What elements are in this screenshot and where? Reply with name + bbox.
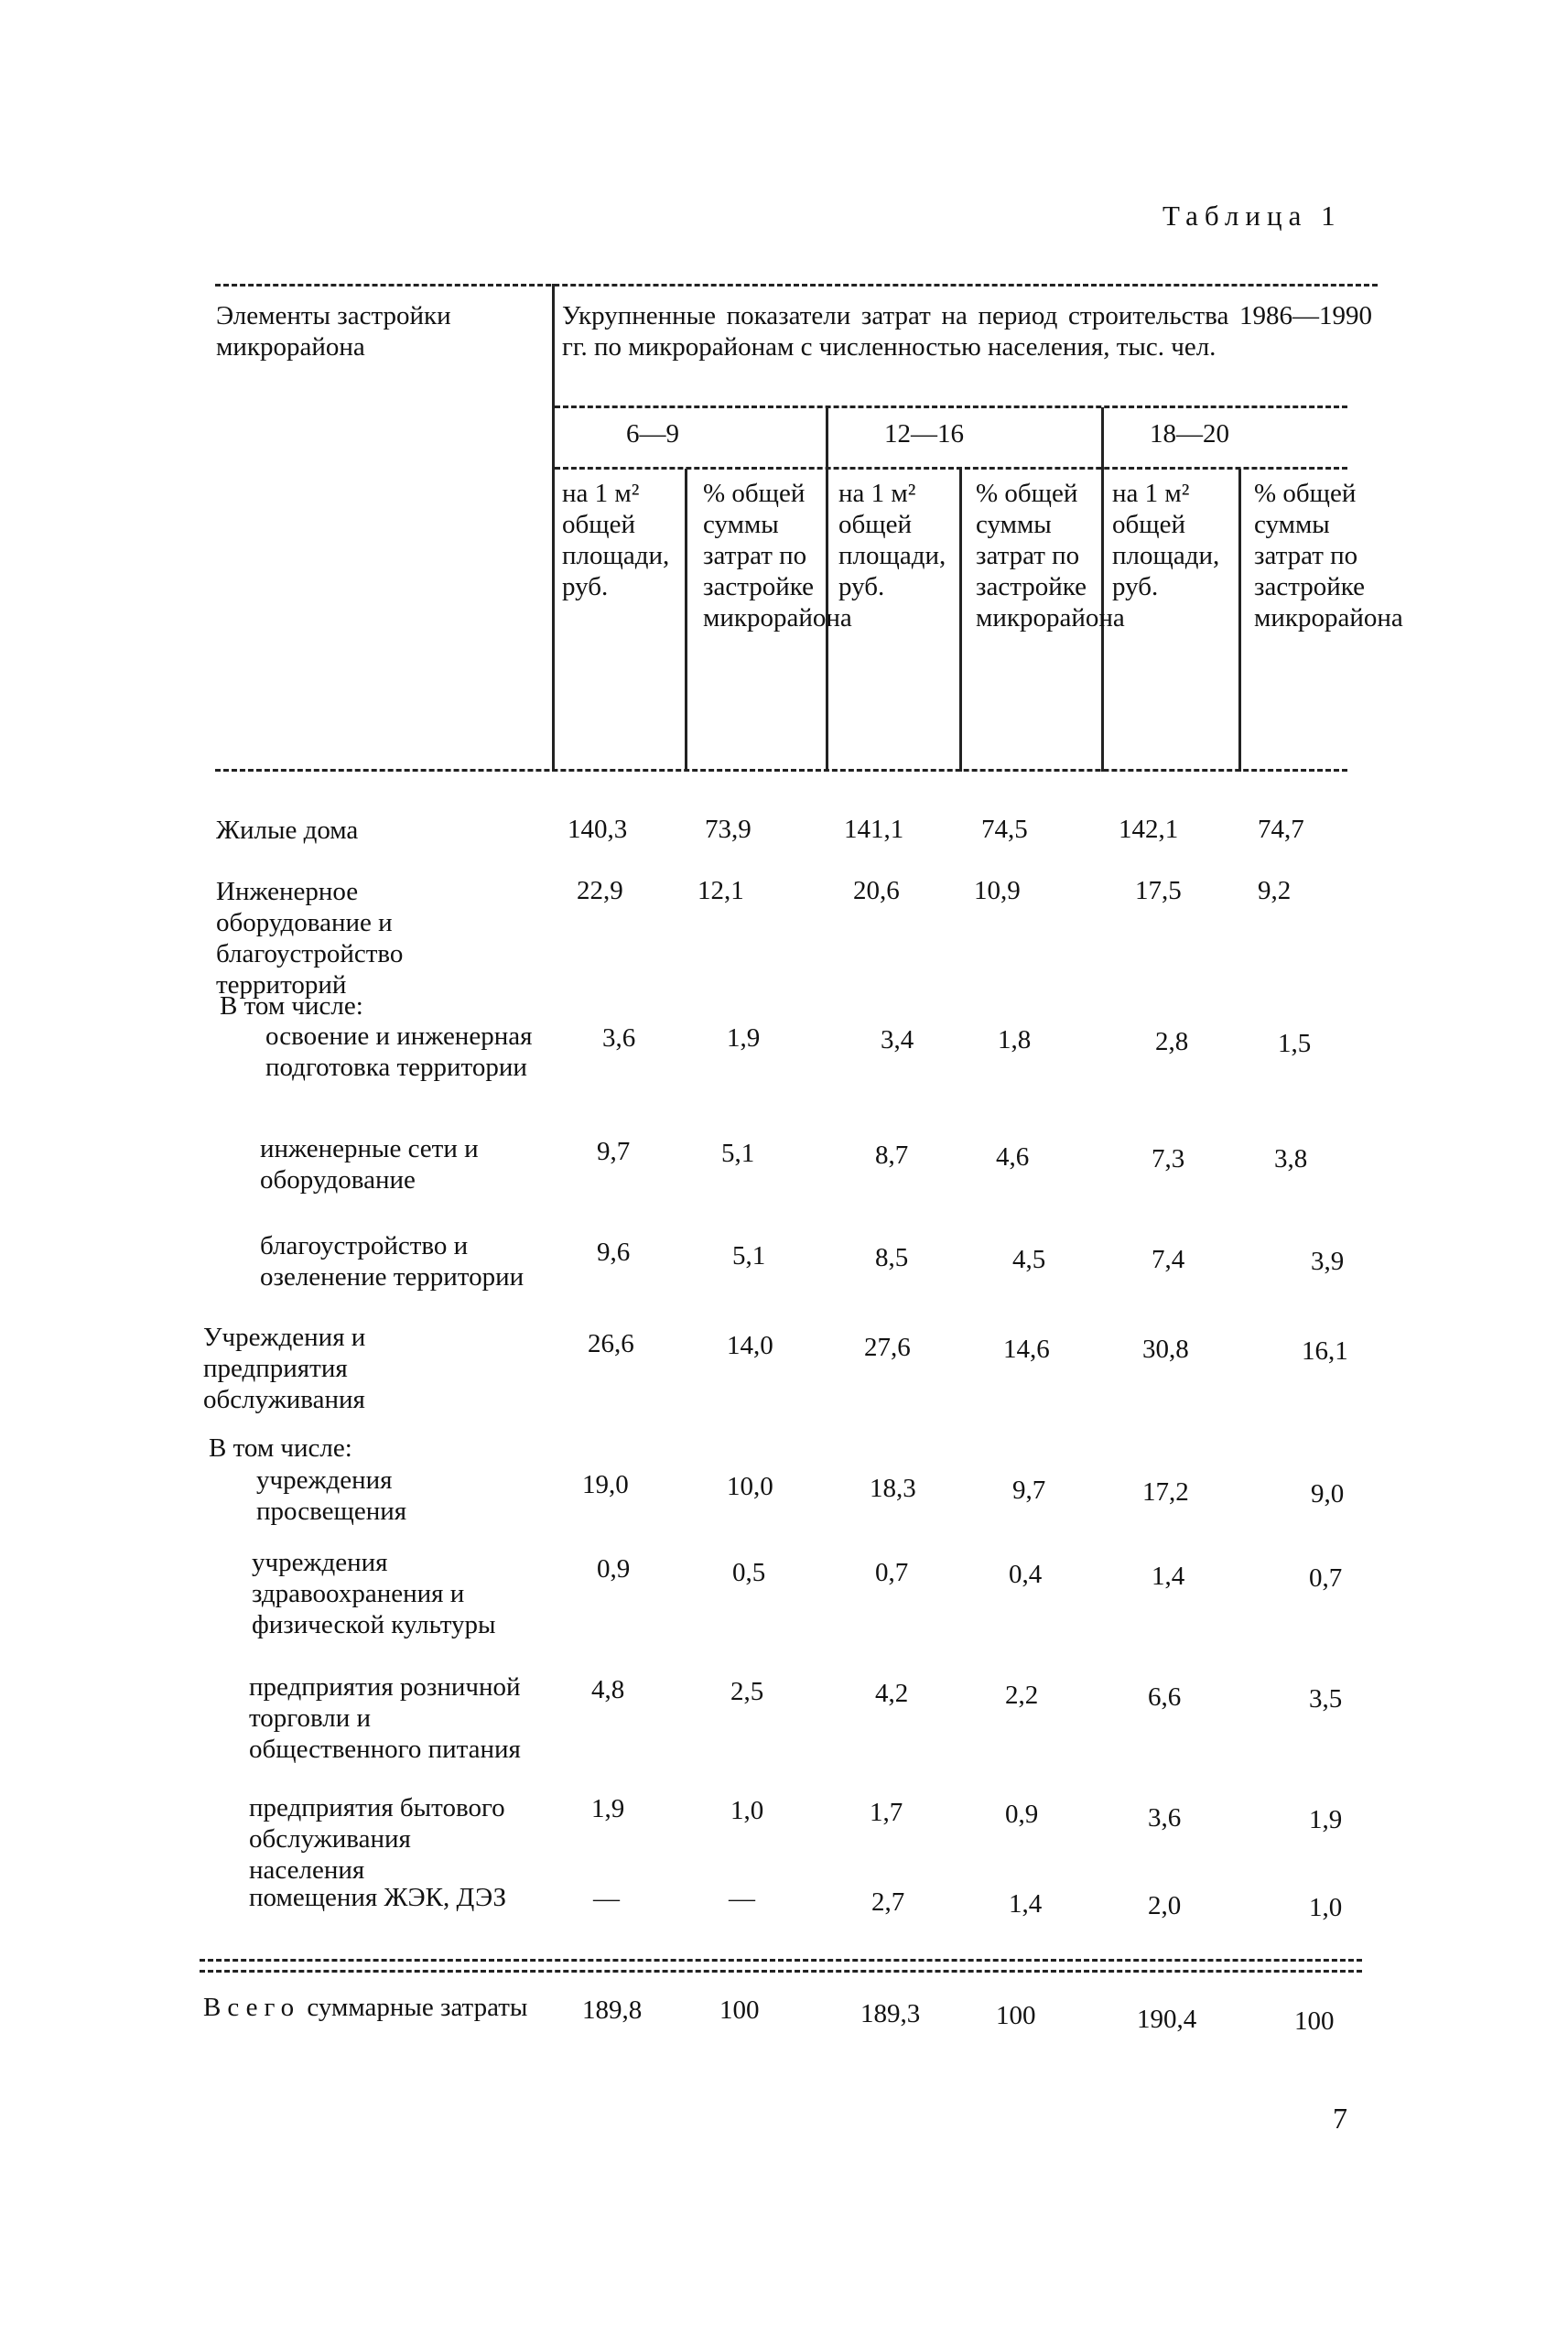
cell: 16,1	[1302, 1336, 1348, 1366]
cell: 1,7	[870, 1798, 903, 1827]
cell-total: 189,8	[582, 1995, 643, 2025]
col-divider-sub-2	[959, 469, 962, 772]
cell: 30,8	[1142, 1335, 1189, 1364]
cell: 9,7	[1012, 1476, 1046, 1505]
row-label-total	[203, 1992, 533, 2023]
row-label-healthcare: учреждения здравоохранения и физической культуры	[252, 1548, 496, 1639]
cell: 17,5	[1135, 876, 1182, 905]
row-label-education: учреждения просвещения	[256, 1465, 407, 1526]
cell: 20,6	[853, 876, 900, 905]
cell-total: 100	[996, 2001, 1036, 2030]
cell: 1,9	[591, 1794, 625, 1823]
total-label-rest: суммарные затраты	[307, 1993, 528, 2022]
row-label-including-2: В том числе:	[209, 1433, 352, 1463]
cell: 9,7	[597, 1137, 631, 1166]
row-label-retail: предприятия розничной торговли и общественного питания	[249, 1672, 521, 1764]
row-label-residential: Жилые дома	[216, 816, 359, 845]
cell: 141,1	[844, 815, 904, 844]
cell: 9,0	[1311, 1479, 1345, 1509]
cell: 5,1	[732, 1241, 766, 1271]
cell-total: 190,4	[1137, 2005, 1197, 2034]
subheader-pct-3: % общей суммы затрат по застройке микрорайона	[1254, 479, 1403, 633]
cell: 4,5	[1012, 1245, 1046, 1274]
cell: 14,6	[1003, 1335, 1050, 1364]
header-elements: Элементы застройки микрорайона	[216, 301, 451, 362]
group-label-3: 18—20	[1150, 419, 1229, 449]
subheader-rub-2: на 1 м² общей площади, руб.	[838, 479, 946, 601]
row-label-landscaping: благоустройство и озеленение территории	[260, 1231, 524, 1292]
cell: 2,5	[730, 1677, 764, 1706]
cell: 9,6	[597, 1238, 631, 1267]
cell: 4,6	[996, 1142, 1030, 1172]
row-label-housing-offices: помещения ЖЭК, ДЭЗ	[249, 1883, 507, 1912]
cell: 10,0	[727, 1472, 773, 1501]
cell: 2,2	[1005, 1681, 1039, 1710]
cell: 2,7	[871, 1887, 905, 1917]
cell: 2,0	[1148, 1891, 1182, 1920]
cell: 3,9	[1311, 1247, 1345, 1276]
cell: 1,4	[1009, 1889, 1043, 1919]
row-label-networks: инженерные сети и оборудование	[260, 1134, 479, 1195]
row-label-development: освоение и инженерная подготовка территории	[265, 1022, 533, 1082]
cell: 26,6	[588, 1329, 634, 1358]
row-label-consumer-services: предприятия бытового обслуживания населения	[249, 1793, 505, 1885]
cell: 2,8	[1155, 1027, 1189, 1056]
cell: 19,0	[582, 1470, 629, 1499]
cell: —	[729, 1884, 755, 1913]
row-label-services: Учреждения и предприятия обслуживания	[203, 1323, 366, 1414]
header-indicators: Укрупненные показатели затрат на период строительства 1986—1990 гг. по микрорайонам с численностью населения, тыс. чел.	[562, 301, 1372, 362]
cell: 1,5	[1278, 1029, 1312, 1058]
cell: 3,6	[602, 1023, 636, 1053]
total-top-rule-2	[200, 1970, 1362, 1973]
cell: 9,2	[1258, 876, 1292, 905]
col-divider-elements	[552, 284, 555, 772]
total-top-rule	[200, 1959, 1362, 1962]
cell: 6,6	[1148, 1682, 1182, 1712]
table-title: Таблица 1	[1162, 200, 1342, 232]
cell: 7,4	[1152, 1245, 1185, 1274]
cell: 17,2	[1142, 1477, 1189, 1507]
cell: 0,5	[732, 1558, 766, 1587]
cell: 4,8	[591, 1675, 625, 1704]
cell: 73,9	[705, 815, 752, 844]
cell: 74,7	[1258, 815, 1304, 844]
cell: 3,8	[1274, 1144, 1308, 1173]
subheader-rub-3: на 1 м² общей площади, руб.	[1112, 479, 1220, 601]
cell: 4,2	[875, 1679, 909, 1708]
cell: 140,3	[568, 815, 628, 844]
group-rule	[555, 406, 1347, 408]
cell: 5,1	[721, 1139, 755, 1168]
total-label-spaced: Всего	[203, 1993, 301, 2022]
cell: 1,8	[998, 1025, 1032, 1054]
cell: 10,9	[974, 876, 1021, 905]
subheader-rub-1: на 1 м² общей площади, руб.	[562, 479, 670, 601]
group-label-1: 6—9	[626, 419, 679, 449]
cell: 0,4	[1009, 1560, 1043, 1589]
cell-total: 189,3	[860, 1999, 921, 2028]
row-label-including: В том числе:	[220, 991, 363, 1021]
cell: 0,7	[875, 1558, 909, 1587]
page-number: 7	[1333, 2102, 1347, 2135]
cell: 7,3	[1152, 1144, 1185, 1173]
cell: 12,1	[697, 876, 744, 905]
subgroup-rule	[555, 467, 1347, 470]
cell: 27,6	[864, 1333, 911, 1362]
cell: 8,7	[875, 1141, 909, 1170]
cell: 3,6	[1148, 1803, 1182, 1833]
header-top-rule	[215, 284, 1378, 287]
cell: 0,9	[1005, 1800, 1039, 1829]
cell: 1,0	[730, 1796, 764, 1825]
cell-total: 100	[1294, 2006, 1335, 2036]
group-label-2: 12—16	[884, 419, 964, 449]
cell: 142,1	[1119, 815, 1179, 844]
header-bottom-rule	[215, 769, 1347, 772]
col-divider-sub-3	[1238, 469, 1241, 772]
cell: 18,3	[870, 1474, 916, 1503]
subheader-pct-1: % общей суммы затрат по застройке микрорайона	[703, 479, 852, 633]
col-divider-sub-1	[685, 469, 687, 772]
cell: 1,4	[1152, 1562, 1185, 1591]
cell: 3,5	[1309, 1684, 1343, 1714]
cell: —	[593, 1884, 620, 1913]
cell-total: 100	[719, 1995, 760, 2025]
cell: 3,4	[881, 1025, 914, 1054]
cell: 1,9	[727, 1023, 761, 1053]
cell: 22,9	[577, 876, 623, 905]
row-label-engineering: Инженерное оборудование и благоустройство территорий	[216, 877, 404, 1000]
col-divider-group-2	[1101, 407, 1104, 772]
cell: 8,5	[875, 1243, 909, 1272]
cell: 1,0	[1309, 1893, 1343, 1922]
cell: 0,9	[597, 1554, 631, 1584]
subheader-pct-2: % общей суммы затрат по застройке микрорайона	[976, 479, 1125, 633]
cell: 1,9	[1309, 1805, 1343, 1834]
col-divider-group-1	[826, 407, 828, 772]
cell: 0,7	[1309, 1563, 1343, 1593]
cell: 14,0	[727, 1331, 773, 1360]
cell: 74,5	[981, 815, 1028, 844]
